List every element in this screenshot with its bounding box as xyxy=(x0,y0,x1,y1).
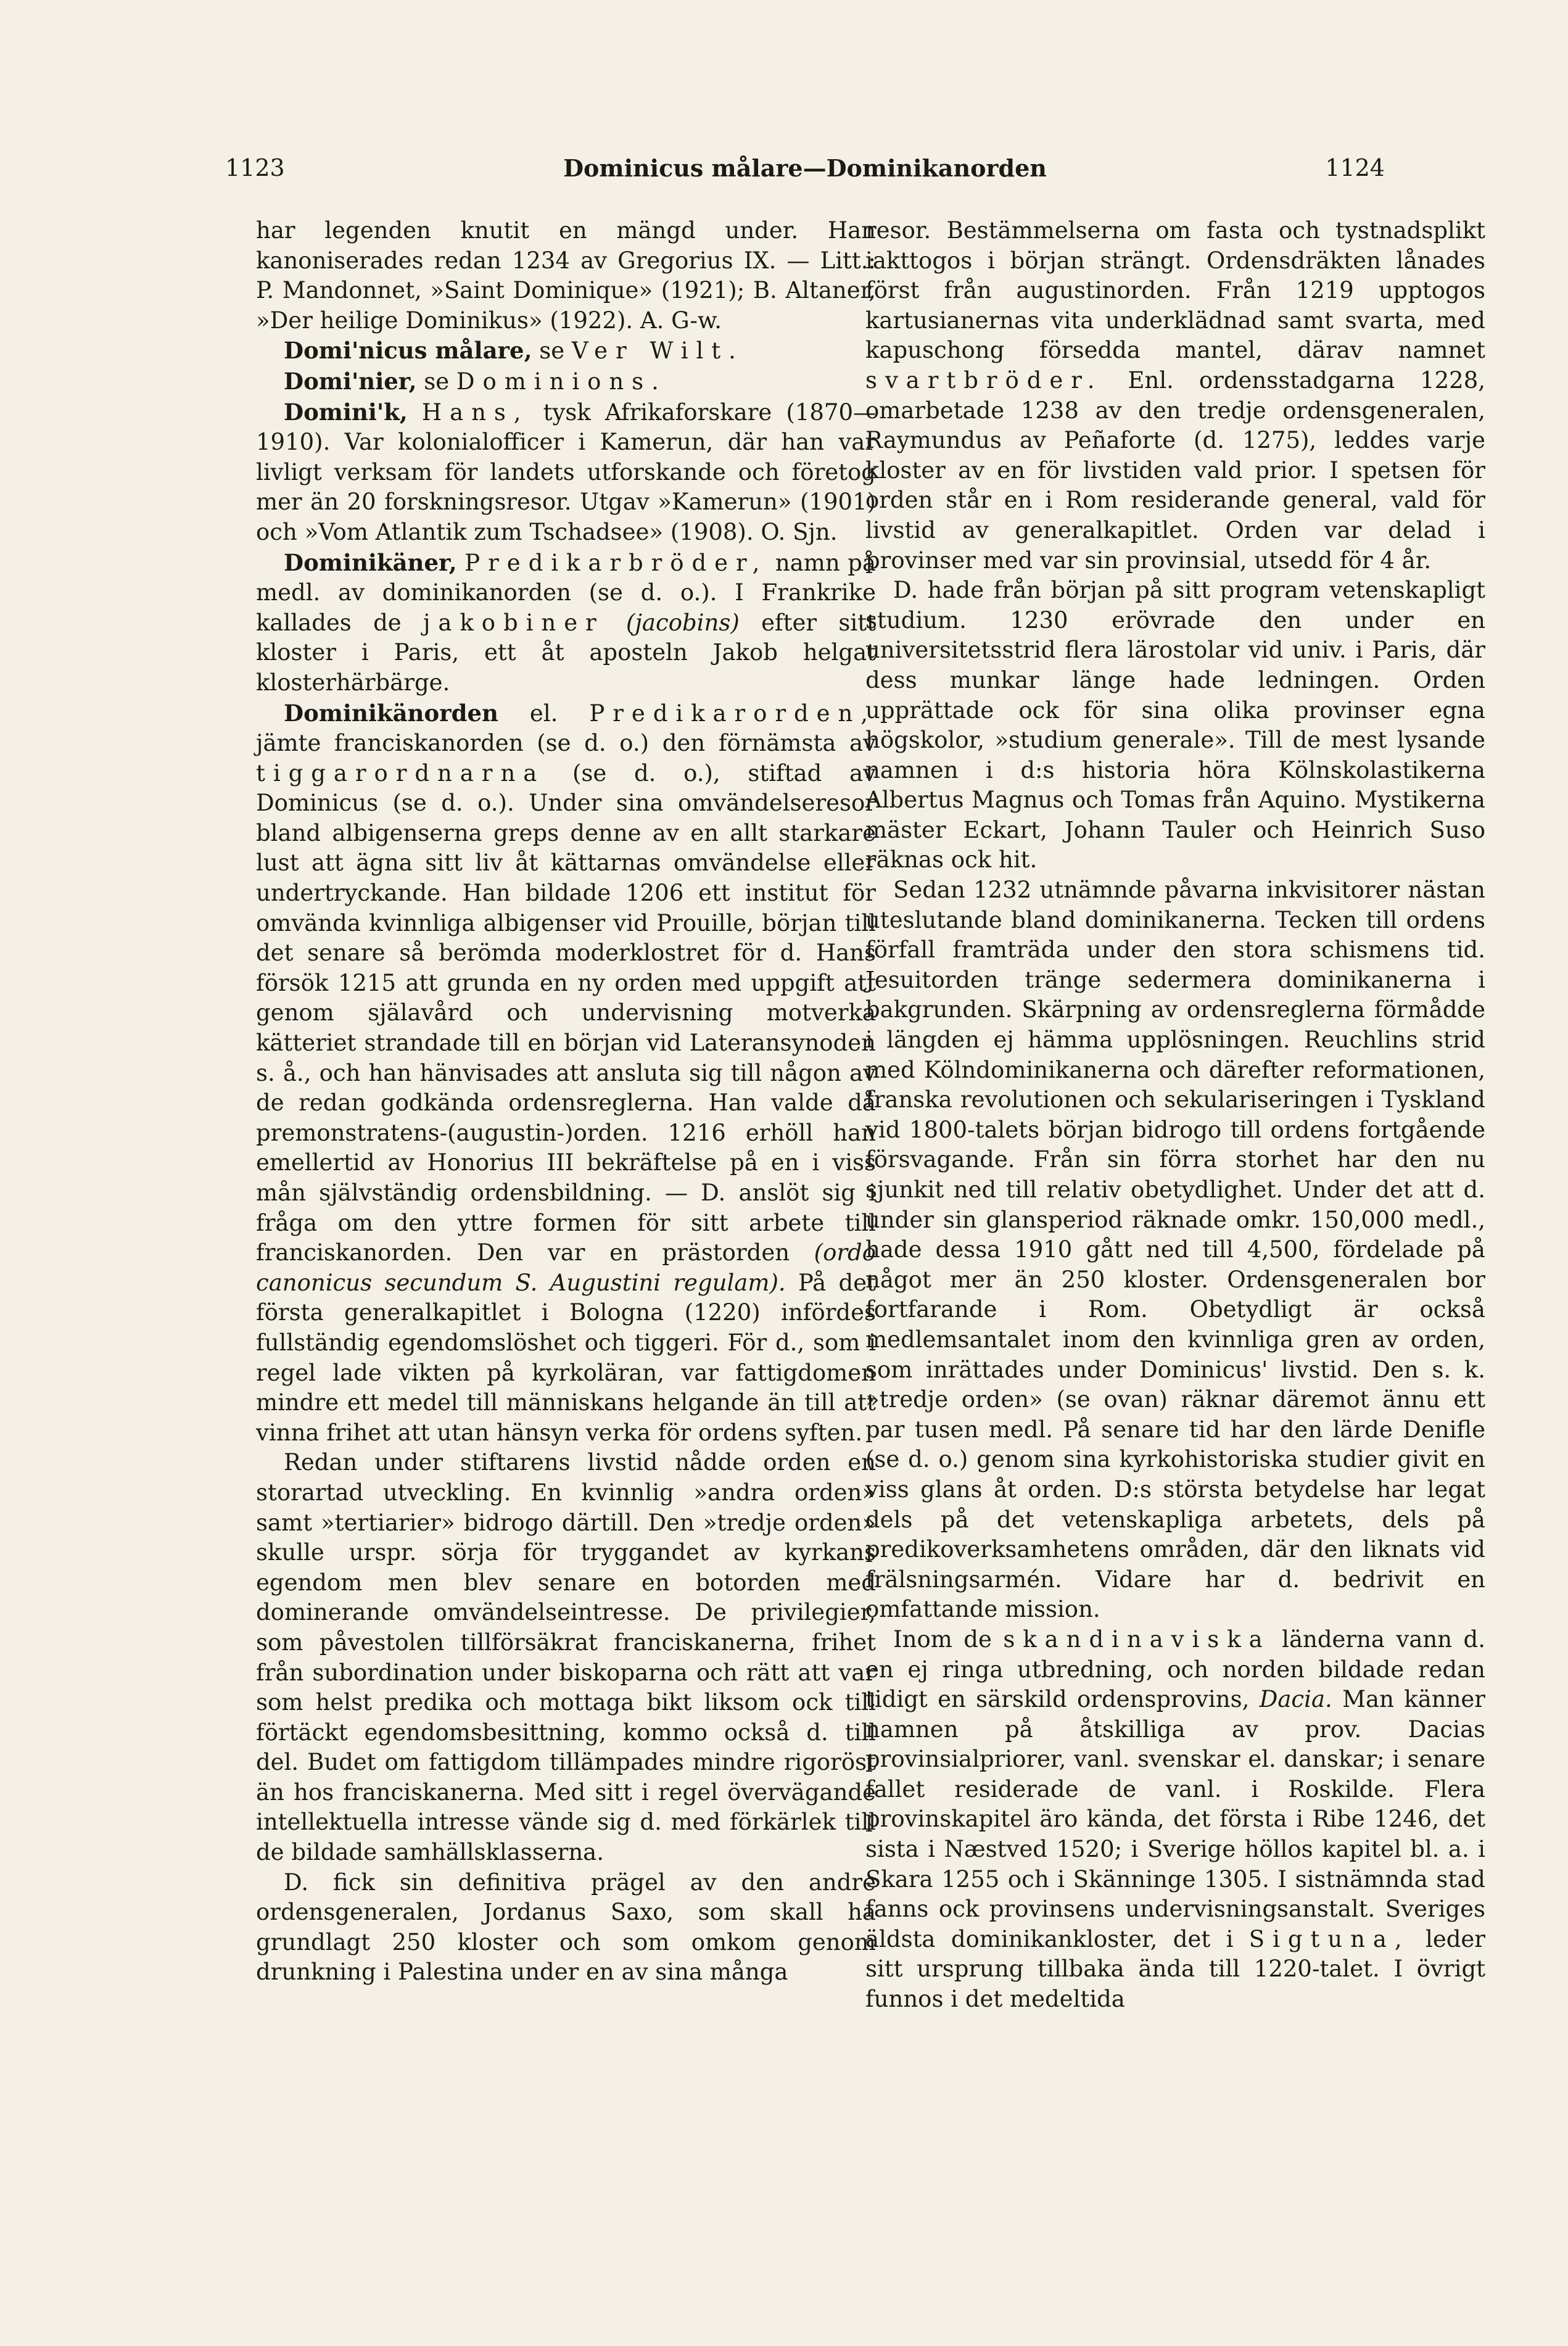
entry-dominicus-malare: Domi'nicus målare, se Ver Wilt. xyxy=(284,337,744,365)
headword: Dominikänorden xyxy=(284,699,498,727)
page-number-right: 1124 xyxy=(1325,154,1385,181)
paragraph: resor. Bestämmelserna om fasta och tystnadsplikt iakttogos i början strängt. Ordensdräkten lånades först från augustinorden. Från 1219 upptogos kartusianernas vita underklädnad samt svarta, med kapuschong försedda mantel, därav namnet svartbröder. Enl. ordensstadgarna 1228, omarbetade 1238 av den tredje ordensgeneralen, Raymundus av Peñaforte (d. 1275), leddes varje kloster av en för livstiden vald prior. I spetsen för orden står en i Rom residerande general, vald för livstid av generalkapitlet. Orden var delad i provinser med var sin provinsial, utsedd för 4 år. xyxy=(865,217,1486,574)
headword: Dominikäner, xyxy=(284,548,457,576)
running-title: Dominicus målare—Dominikanorden xyxy=(563,154,1047,182)
headword: Domini'k, xyxy=(284,398,408,426)
cross-reference: Ver Wilt. xyxy=(571,337,744,365)
headword: Domi'nicus målare, xyxy=(284,337,532,365)
paragraph: D. fick sin definitiva prägel av den andre ordensgeneralen, Jordanus Saxo, som skall ha grundlagt 250 kloster och som omkom genom drunkning i Palestina under en av sina många xyxy=(256,1869,876,1986)
headword: Domi'nier, xyxy=(284,367,417,395)
entry-dominik: Domini'k, Hans, tysk Afrikaforskare (1870—1910). Var kolonialofficer i Kamerun, där han var livligt verksam för landets utforskande och företog mer än 20 forskningsresor. Utgav »Kamerun» (1901) och »Vom Atlantik zum Tschadsee» (1908). O. Sjn. xyxy=(256,398,876,545)
paragraph: Inom de skandinaviska länderna vann d. en ej ringa utbredning, och norden bildade redan tidigt en särskild ordensprovins, Dacia. Man känner namnen på åtskilliga av prov. Dacias provinsialpriorer, vanl. svenskar el. danskar; i senare fallet residerade de vanl. i Roskilde. Flera provinskapitel äro kända, det första i Ribe 1246, det sista i Næstved 1520; i Sverige höllos kapitel bl. a. i Skara 1255 och i Skänninge 1305. I sistnämnda stad fanns ock provinsens undervisningsanstalt. Sveriges äldsta dominikankloster, det i Sigtuna, leder sitt ursprung tillbaka ända till 1220-talet. I övrigt funnos i det medeltida xyxy=(865,1625,1486,2013)
paragraph: D. hade från början på sitt program vetenskapligt studium. 1230 erövrade den under en universitetsstrid flera lärostolar vid univ. i Paris, där dess munkar länge hade ledningen. Orden upprättade ock för sina olika provinser egna högskolor, »studium generale». Till de mest lysande namnen i d:s historia höra Kölnskolastikerna Albertus Magnus och Tomas från Aquino. Mystikerna mäster Eckart, Johann Tauler och Heinrich Suso räknas ock hit. xyxy=(865,577,1485,874)
entry-dominikanorden: Dominikänorden el. Predikarorden, jämte franciskanorden (se d. o.) den förnämsta av tiggarordnarna (se d. o.), stiftad av Dominicus (se d. o.). Under sina omvändelseresor bland albigenserna greps denne av en allt starkare lust att ägna sitt liv åt kättarnas omvändelse eller undertryckande. Han bildade 1206 ett institut för omvända kvinnliga albigenser vid Prouille, början till det senare så berömda moderklostret för d. Hans försök 1215 att grunda en ny orden med uppgift att genom själavård och undervisning motverka kätteriet strandade till en början vid Lateransynoden s. å., och han hänvisades att ansluta sig till någon av de redan godkända ordensreglerna. Han valde då premonstratens-(augustin-)orden. 1216 erhöll han emellertid av Honorius III bekräftelse på en i viss mån självständig ordensbildning. — D. anslöt sig i fråga om den yttre formen för sitt arbete till franciskanorden. Den var en prästorden (ordo canonicus secundum S. Augustini regulam). På det första generalkapitlet i Bologna (1220) infördes fullständig egendomslöshet och tiggeri. För d., som i regel lade vikten på kyrkoläran, var fattigdomen mindre ett medel till människans helgande än till att vinna frihet att utan hänsyn verka för ordens syften. xyxy=(256,699,877,1446)
page-number-left: 1123 xyxy=(225,154,285,181)
paragraph: Sedan 1232 utnämnde påvarna inkvisitorer nästan uteslutande bland dominikanerna. Tecken till ordens förfall framträda under den stora schismens tid. Jesuitorden tränge sedermera dominikanerna i bakgrunden. Skärpning av ordensreglerna förmådde i längden ej hämma upplösningen. Reuchlins strid med Kölndominikanerna och därefter reformationen, franska revolutionen och sekulariseringen i Tyskland vid 1800-talets början bidrogo till ordens fortgående försvagande. Från sin förra storhet har den nu sjunkit ned till relativ obetydlighet. Under det att d. under sin glansperiod räknade omkr. 150,000 medl., hade dessa 1910 gått ned till 4,500, fördelade på något mer än 250 kloster. Ordensgeneralen bor fortfarande i Rom. Obetydligt är också medlemsantalet inom den kvinnliga gren av orden, som inrättades under Dominicus' livstid. Den s. k. »tredje orden» (se ovan) räknar däremot ännu ett par tusen medl. På senare tid har den lärde Denifle (se d. o.) genom sina kyrkohistoriska studier givit en viss glans åt orden. D:s största betydelse har legat dels på det vetenskapliga arbetets, dels på predikoverksamhetens områden, där den liknats vid frälsningsarmén. Vidare har d. bedrivit en omfattande mission. xyxy=(865,877,1485,1623)
paragraph: Redan under stiftarens livstid nådde orden en storartad utveckling. En kvinnlig »andra orden» samt »tertiarier» bidrogo därtill. Den »tredje orden» skulle urspr. sörja för tryggandet av kyrkans egendom men blev senare en botorden med dominerande omvändelseintresse. De privilegier, som påvestolen tillförsäkrat franciskanerna, frihet från subordination under biskoparna och rätt att var som helst predika och mottaga bikt liksom ock till förtäckt egendomsbesittning, kommo också d. till del. Budet om fattigdom tillämpades mindre rigoröst än hos franciskanerna. Med sitt i regel övervägande intellektuella intresse vände sig d. med förkärlek till de bildade samhällsklasserna. xyxy=(256,1449,876,1866)
running-header xyxy=(225,154,1385,191)
cross-reference: Dominions. xyxy=(456,368,667,395)
entry-dominicus-end: har legenden knutit en mängd under. Han kanoniserades redan 1234 av Gregorius IX. — Litt.: P. Mandonnet, »Saint Dominique» (1921); B. Altaner, »Der heilige Dominikus» (1922). A. G-w. xyxy=(256,217,876,334)
entry-dominier: Domi'nier, se Dominions. xyxy=(284,367,667,395)
entry-dominikaner: Dominikäner, Predikarbröder, namn på medl. av dominikanorden (se d. o.). I Frankrike kallades de jakobiner (jacobins) efter sitt kloster i Paris, ett åt aposteln Jakob helgat klosterhärbärge. xyxy=(256,548,877,696)
left-column xyxy=(256,216,876,1988)
right-column xyxy=(865,216,1485,2015)
